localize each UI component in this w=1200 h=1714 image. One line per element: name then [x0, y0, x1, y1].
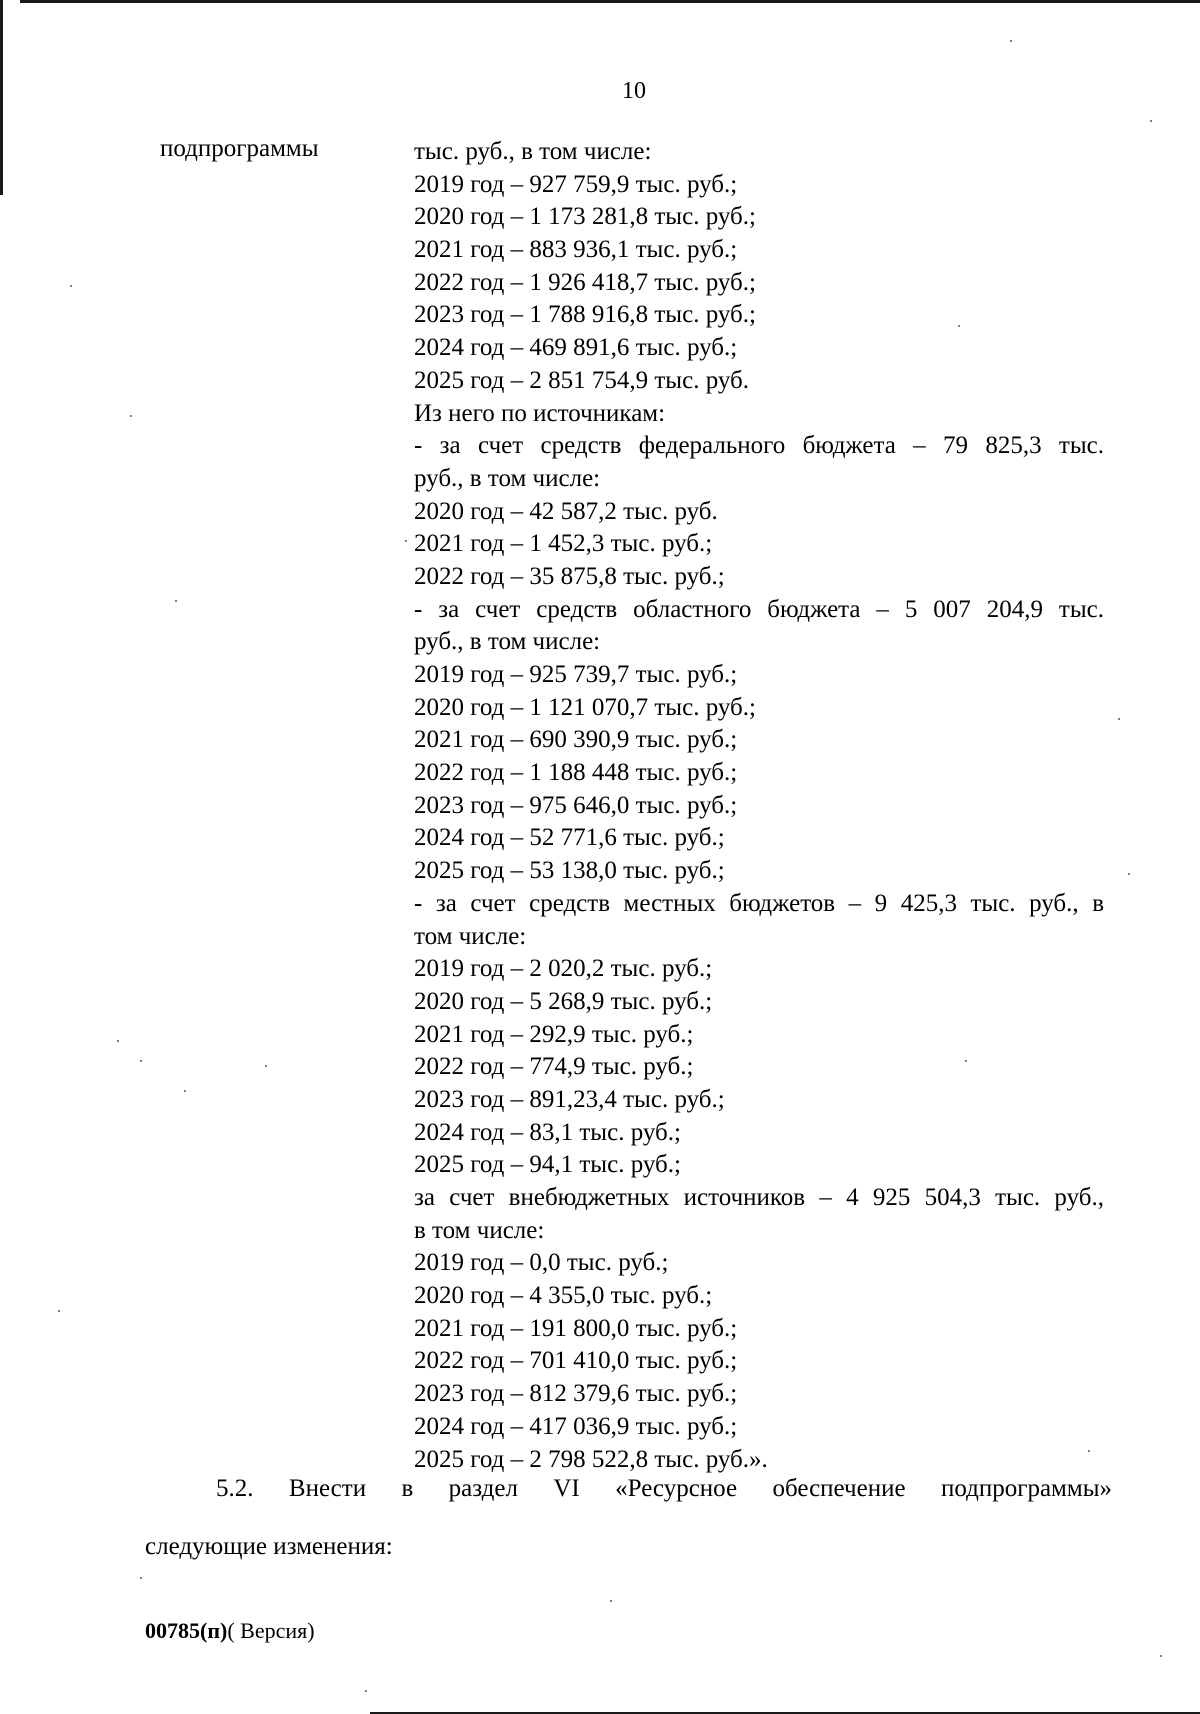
funding-line: руб., в том числе:: [414, 628, 601, 656]
funding-line: - за счет средств областного бюджета – 5 007 204,9 тыс.: [414, 595, 1104, 623]
subprogram-label: подпрограммы: [160, 135, 319, 162]
funding-line: 2024 год – 417 036,9 тыс. руб.;: [414, 1412, 738, 1440]
funding-line: Из него по источникам:: [414, 399, 666, 427]
funding-line: 2020 год – 1 173 281,8 тыс. руб.;: [414, 203, 756, 231]
funding-line: 2025 год – 2 851 754,9 тыс. руб.: [414, 366, 750, 394]
funding-line: 2019 год – 925 739,7 тыс. руб.;: [414, 661, 738, 688]
funding-line: 2020 год – 42 587,2 тыс. руб.: [414, 497, 718, 525]
funding-line: 2023 год – 812 379,6 тыс. руб.;: [414, 1380, 738, 1408]
funding-line: 2021 год – 1 452,3 тыс. руб.;: [414, 530, 713, 558]
funding-line: - за счет средств федерального бюджета – 79 825,3 тыс.: [414, 432, 1104, 460]
document-code: 00785(п): [145, 1618, 228, 1643]
funding-line: 2024 год – 52 771,6 тыс. руб.;: [414, 824, 725, 852]
funding-line: 2024 год – 469 891,6 тыс. руб.;: [414, 334, 738, 362]
paragraph-5-2-line2: следующие изменения:: [145, 1533, 393, 1560]
funding-line: 2020 год – 1 121 070,7 тыс. руб.;: [414, 693, 756, 721]
document-footer: [145, 1618, 315, 1644]
paragraph-5-2-line1: 5.2. Внести в раздел VI «Ресурсное обеспечение подпрограммы»: [216, 1475, 1112, 1502]
funding-line: 2024 год – 83,1 тыс. руб.;: [414, 1118, 681, 1146]
funding-line: 2021 год – 292,9 тыс. руб.;: [414, 1020, 694, 1048]
funding-line: 2019 год – 2 020,2 тыс. руб.;: [414, 955, 713, 983]
funding-line: 2022 год – 701 410,0 тыс. руб.;: [414, 1347, 738, 1375]
funding-line: 2025 год – 94,1 тыс. руб.;: [414, 1151, 681, 1179]
funding-line: 2023 год – 975 646,0 тыс. руб.;: [414, 791, 738, 819]
document-version: ( Версия): [227, 1618, 315, 1643]
funding-line: 2025 год – 53 138,0 тыс. руб.;: [414, 857, 725, 885]
funding-line: 2023 год – 891,23,4 тыс. руб.;: [414, 1085, 725, 1113]
funding-line: 2025 год – 2 798 522,8 тыс. руб.».: [414, 1445, 768, 1473]
funding-line: 2019 год – 927 759,9 тыс. руб.;: [414, 170, 738, 198]
funding-line: 2019 год – 0,0 тыс. руб.;: [414, 1249, 669, 1277]
funding-line: 2020 год – 4 355,0 тыс. руб.;: [414, 1282, 713, 1310]
page-number: 10: [622, 78, 646, 104]
funding-line: 2022 год – 1 188 448 тыс. руб.;: [414, 759, 738, 787]
funding-line: том числе:: [414, 922, 527, 950]
funding-line: 2022 год – 35 875,8 тыс. руб.;: [414, 562, 725, 590]
scan-border-top: [20, 0, 1200, 3]
funding-line: 2021 год – 690 390,9 тыс. руб.;: [414, 726, 738, 754]
funding-line: 2021 год – 883 936,1 тыс. руб.;: [414, 236, 738, 264]
funding-line: - за счет средств местных бюджетов – 9 425,3 тыс. руб., в: [414, 889, 1104, 917]
funding-line: 2022 год – 1 926 418,7 тыс. руб.;: [414, 268, 756, 296]
funding-text-column: [414, 136, 1104, 1476]
funding-line: 2023 год – 1 788 916,8 тыс. руб.;: [414, 301, 756, 329]
funding-line: в том числе:: [414, 1216, 545, 1244]
funding-line: 2020 год – 5 268,9 тыс. руб.;: [414, 987, 713, 1015]
scan-border-left: [0, 0, 3, 195]
funding-line: 2021 год – 191 800,0 тыс. руб.;: [414, 1314, 738, 1342]
funding-line: 2022 год – 774,9 тыс. руб.;: [414, 1053, 694, 1081]
funding-line: руб., в том числе:: [414, 464, 601, 492]
funding-line: тыс. руб., в том числе:: [414, 138, 652, 165]
funding-line: за счет внебюджетных источников – 4 925 504,3 тыс. руб.,: [414, 1184, 1104, 1211]
